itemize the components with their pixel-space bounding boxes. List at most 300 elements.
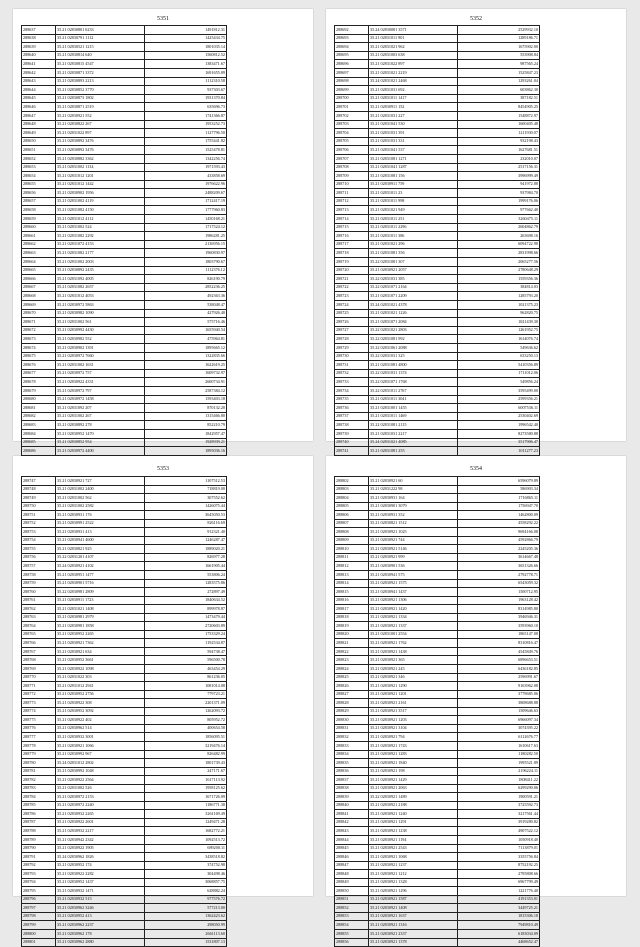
- cell-code: 35.21 02830931 413: [56, 528, 145, 537]
- cell-id: 288667: [22, 283, 56, 292]
- table-row: [335, 750, 540, 759]
- cell-amount: 1661905.44: [145, 562, 227, 571]
- cell-id: 288714: [335, 215, 369, 224]
- cell-id: 288783: [22, 784, 56, 793]
- cell-code: 35.21 02831021 962: [369, 43, 458, 52]
- table-row: [335, 477, 540, 486]
- cell-id: 288699: [335, 86, 369, 95]
- table-row: [335, 111, 540, 120]
- cell-amount: 1622619.25: [145, 361, 227, 370]
- cell-amount: 1021375.23: [458, 301, 540, 310]
- table-row: [335, 588, 540, 597]
- cell-amount: 861236.05: [145, 673, 227, 682]
- cell-id: 288787: [22, 818, 56, 827]
- cell-amount: 1815306.18: [458, 912, 540, 921]
- table-row: [335, 690, 540, 699]
- cell-code: 35.21 02830981 2979: [56, 613, 145, 622]
- cell-id: 288811: [335, 553, 369, 562]
- cell-amount: 2488209.67: [145, 189, 227, 198]
- cell-code: 35.21 02831082 4150: [56, 206, 145, 215]
- cell-amount: 1671726.09: [145, 793, 227, 802]
- cell-code: 35.21 02830902 1391: [56, 343, 145, 352]
- cell-amount: 937303.67: [145, 86, 227, 95]
- cell-code: 35.21 02830921 1290: [369, 682, 458, 691]
- cell-amount: 1342256.74: [145, 154, 227, 163]
- cell-amount: 1803790.67: [145, 258, 227, 267]
- cell-id: 288711: [335, 189, 369, 198]
- cell-amount: 932198.43: [458, 137, 540, 146]
- cell-id: 288674: [22, 343, 56, 352]
- cell-amount: 8273580.88: [458, 429, 540, 438]
- cell-amount: 427926.40: [145, 309, 227, 318]
- cell-amount: 826116.69: [145, 519, 227, 528]
- table-row: [22, 494, 227, 503]
- table-row: [335, 404, 540, 413]
- cell-code: 35.21 02831002 4119: [56, 197, 145, 206]
- cell-id: 288685: [22, 438, 56, 447]
- table-row: [335, 605, 540, 614]
- table-row: [335, 776, 540, 785]
- cell-amount: 4545849.76: [458, 647, 540, 656]
- table-row: [335, 335, 540, 344]
- table-row: [22, 630, 227, 639]
- cell-code: 35.21 02831002 1631: [56, 361, 145, 370]
- cell-code: 35.24 02830962 1826: [56, 853, 145, 862]
- cell-id: 288639: [22, 43, 56, 52]
- cell-code: 35.21 02831021 296: [369, 240, 458, 249]
- table-row: [22, 536, 227, 545]
- cell-amount: 1627681.51: [458, 146, 540, 155]
- cell-id: 288850: [335, 887, 369, 896]
- table-row: [335, 258, 540, 267]
- cell-amount: 3260475.11: [458, 215, 540, 224]
- cell-amount: 899978.87: [145, 605, 227, 614]
- cell-amount: 2720603.89: [145, 622, 227, 631]
- cell-code: 35.24 02831021 4378: [369, 301, 458, 310]
- table-row: [335, 793, 540, 802]
- cell-amount: 826482.99: [145, 750, 227, 759]
- cell-code: 35.21 02831222 98: [369, 485, 458, 494]
- cell-id: 288813: [335, 571, 369, 580]
- cell-id: 288853: [335, 912, 369, 921]
- cell-amount: 3068857.75: [145, 878, 227, 887]
- page-sheet-1: [13, 9, 313, 453]
- cell-code: 35.21 02830901 536: [369, 562, 458, 571]
- table-row: [335, 682, 540, 691]
- cell-amount: 3946946.31: [458, 613, 540, 622]
- cell-amount: 8454905.25: [458, 103, 540, 112]
- cell-code: 35.21 02830982 1090: [56, 309, 145, 318]
- cell-amount: 4468652.47: [458, 938, 540, 947]
- cell-code: 35.21 02830852 3770: [56, 86, 145, 95]
- cell-amount: 3217561.44: [458, 810, 540, 819]
- table-row: [22, 412, 227, 421]
- cell-amount: 628882.24: [145, 887, 227, 896]
- table-row: [22, 613, 227, 622]
- cell-id: 288753: [22, 528, 56, 537]
- cell-id: 288648: [22, 120, 56, 129]
- table-row: [22, 656, 227, 665]
- cell-amount: 2661113.60: [145, 929, 227, 938]
- cell-code: 35.21 02830871 3372: [56, 68, 145, 77]
- cell-code: 35.21 02831031 391: [369, 129, 458, 138]
- cell-code: 35.21 02831022 303: [56, 673, 145, 682]
- cell-code: 35.21 02831011 901: [369, 34, 458, 43]
- data-table: [21, 476, 227, 947]
- table-row: [335, 103, 540, 112]
- cell-id: 288780: [22, 759, 56, 768]
- table-row: [22, 545, 227, 554]
- cell-id: 288678: [22, 378, 56, 387]
- table-row: [22, 438, 227, 447]
- cell-amount: 1500712.95: [458, 588, 540, 597]
- cell-id: 288710: [335, 180, 369, 189]
- table-row: [335, 827, 540, 836]
- table-row: [335, 215, 540, 224]
- cell-code: 35.21 02830882 3362: [56, 154, 145, 163]
- cell-amount: 1600405.48: [458, 120, 540, 129]
- cell-code: 35.21 02831011 3041: [369, 395, 458, 404]
- table-row: [22, 921, 227, 930]
- cell-amount: 633250.13: [458, 352, 540, 361]
- cell-amount: 1509646.63: [458, 707, 540, 716]
- cell-code: 35.21 02830921 727: [56, 477, 145, 486]
- cell-id: 288680: [22, 395, 56, 404]
- cell-code: 35.21 02831082 2292: [56, 232, 145, 241]
- table-row: [335, 240, 540, 249]
- cell-id: 288708: [335, 163, 369, 172]
- cell-amount: 4592866.79: [458, 536, 540, 545]
- cell-code: 35.21 02830815 4547: [56, 60, 145, 69]
- cell-amount: 1426075.44: [145, 502, 227, 511]
- cell-amount: 1548872.97: [458, 111, 540, 120]
- cell-amount: 6094722.98: [458, 240, 540, 249]
- cell-code: 35.21 02830921 1337: [369, 622, 458, 631]
- cell-code: 35.21 02830901 3079: [369, 502, 458, 511]
- table-row: [335, 767, 540, 776]
- cell-id: 288855: [335, 929, 369, 938]
- table-row: [22, 938, 227, 947]
- cell-amount: 1107512.53: [145, 477, 227, 486]
- table-row: [22, 154, 227, 163]
- cell-amount: 2136956.15: [145, 240, 227, 249]
- cell-amount: 1777960.83: [145, 206, 227, 215]
- table-row: [22, 750, 227, 759]
- cell-code: 35.21 02831082 2657: [56, 283, 145, 292]
- cell-id: 288661: [22, 232, 56, 241]
- cell-amount: 1971593.43: [145, 163, 227, 172]
- table-row: [22, 477, 227, 486]
- table-row: [22, 361, 227, 370]
- cell-id: 288770: [22, 673, 56, 682]
- cell-code: 35.21 02830822 267: [56, 120, 145, 129]
- cell-code: 35.21 02830932 1471: [56, 887, 145, 896]
- cell-code: 35.21 02830972 2240: [56, 801, 145, 810]
- cell-code: 35.21 02830951 1477: [56, 571, 145, 580]
- cell-id: 288717: [335, 240, 369, 249]
- cell-id: 288739: [335, 429, 369, 438]
- table-row: [22, 86, 227, 95]
- cell-id: 288817: [335, 605, 369, 614]
- cell-code: 35.21 02830921 2057: [369, 266, 458, 275]
- cell-amount: 1711012.06: [458, 369, 540, 378]
- cell-code: 35.24 02831021 2468: [369, 77, 458, 86]
- table-row: [22, 690, 227, 699]
- table-row: [22, 887, 227, 896]
- table-row: [22, 283, 227, 292]
- cell-amount: 2600734.91: [145, 378, 227, 387]
- table-row: [335, 275, 540, 284]
- cell-amount: 1691655.09: [145, 68, 227, 77]
- cell-code: 35.21 02830922 308: [56, 699, 145, 708]
- cell-id: 288833: [335, 741, 369, 750]
- cell-code: 35.21 02830972 2153: [56, 793, 145, 802]
- cell-code: 35.22 02831201 4107: [56, 553, 145, 562]
- cell-id: 288828: [335, 699, 369, 708]
- cell-id: 288763: [22, 613, 56, 622]
- cell-amount: 689200.11: [145, 844, 227, 853]
- table-row: [335, 878, 540, 887]
- cell-code: 35.21 02830922 4331: [56, 378, 145, 387]
- cell-id: 288821: [335, 639, 369, 648]
- cell-amount: 1285793.20: [458, 292, 540, 301]
- table-row: [22, 605, 227, 614]
- cell-code: 35.21 02831021 949: [369, 206, 458, 215]
- table-row: [22, 120, 227, 129]
- cell-amount: 1081014.08: [145, 682, 227, 691]
- table-row: [335, 318, 540, 327]
- cell-code: 35.24 02830081 3571: [369, 26, 458, 35]
- cell-code: 35.21 02830921 1334: [369, 613, 458, 622]
- table-row: [22, 197, 227, 206]
- cell-amount: 1842957.47: [145, 429, 227, 438]
- cell-id: 288637: [22, 26, 56, 35]
- table-row: [335, 60, 540, 69]
- cell-code: 35.21 02831012 1201: [56, 172, 145, 181]
- cell-code: 35.21 02830921 2543: [369, 844, 458, 853]
- cell-id: 288748: [22, 485, 56, 494]
- cell-code: 35.21 02830952 2756: [56, 690, 145, 699]
- cell-amount: 2831998.66: [458, 249, 540, 258]
- table-row: [22, 258, 227, 267]
- cell-code: 35.21 02830852 954: [56, 438, 145, 447]
- table-row: [335, 870, 540, 879]
- cell-code: 35.21 02830921 1429: [369, 776, 458, 785]
- cell-amount: 596500.78: [145, 656, 227, 665]
- cell-code: 35.21 02830941 4600: [56, 536, 145, 545]
- cell-amount: 718819.00: [145, 485, 227, 494]
- cell-code: 35.21 02830941 575: [369, 571, 458, 580]
- cell-id: 288824: [335, 665, 369, 674]
- cell-amount: 8310816.47: [458, 639, 540, 648]
- cell-code: 35.21 02830821 1512: [369, 519, 458, 528]
- cell-amount: 1221776.40: [458, 887, 540, 896]
- cell-id: 288676: [22, 361, 56, 370]
- cell-amount: 3725592.73: [458, 801, 540, 810]
- cell-amount: 2599356.21: [458, 395, 540, 404]
- table-row: [22, 206, 227, 215]
- table-row: [335, 665, 540, 674]
- cell-amount: 1808411.22: [458, 776, 540, 785]
- cell-id: 288761: [22, 596, 56, 605]
- cell-code: 35.21 02831002 267: [56, 412, 145, 421]
- cell-code: 35.21 02830921 1240: [369, 810, 458, 819]
- cell-code: 35.24 02831012 2802: [56, 759, 145, 768]
- cell-id: 288846: [335, 853, 369, 862]
- cell-code: 35.21 02830921 1637: [369, 912, 458, 921]
- data-table: [21, 25, 227, 499]
- cell-amount: 1960830.97: [145, 249, 227, 258]
- cell-id: 288826: [335, 682, 369, 691]
- cell-id: 288825: [335, 673, 369, 682]
- cell-id: 288727: [335, 326, 369, 335]
- table-row: [335, 938, 540, 947]
- table-row: [22, 343, 227, 352]
- cell-code: 35.21 02830972 757: [56, 369, 145, 378]
- cell-id: 288786: [22, 810, 56, 819]
- table-row: [335, 51, 540, 60]
- cell-amount: 1192534.87: [145, 639, 227, 648]
- table-row: [335, 301, 540, 310]
- table-row: [22, 596, 227, 605]
- table-row: [22, 223, 227, 232]
- table-row: [335, 741, 540, 750]
- cell-amount: 1801739.43: [145, 759, 227, 768]
- cell-amount: 1712417.19: [145, 197, 227, 206]
- table-row: [22, 421, 227, 430]
- cell-amount: 263698.16: [458, 232, 540, 241]
- cell-id: 288772: [22, 690, 56, 699]
- cell-amount: 1249471.28: [145, 818, 227, 827]
- cell-amount: 1531807.13: [145, 938, 227, 947]
- cell-amount: 2201371.09: [145, 699, 227, 708]
- cell-id: 288762: [22, 605, 56, 614]
- table-row: [22, 511, 227, 520]
- cell-id: 288757: [22, 562, 56, 571]
- cell-id: 288705: [335, 137, 369, 146]
- cell-code: 35.21 02830921 1296: [369, 887, 458, 896]
- cell-id: 288755: [22, 545, 56, 554]
- cell-code: 35.21 02831041 537: [369, 146, 458, 155]
- cell-code: 35.22 02831011 2767: [369, 386, 458, 395]
- cell-amount: 1011277.23: [458, 447, 540, 456]
- cell-id: 288728: [335, 335, 369, 344]
- cell-id: 288646: [22, 103, 56, 112]
- cell-code: 35.21 02830921 1378: [369, 938, 458, 947]
- cell-code: 35.21 02830972 797: [56, 386, 145, 395]
- cell-id: 288719: [335, 258, 369, 267]
- cell-code: 35.21 02830932 3001: [56, 733, 145, 742]
- cell-id: 288640: [22, 51, 56, 60]
- cell-code: 35.21 02830922 402: [56, 716, 145, 725]
- table-row: [335, 562, 540, 571]
- cell-amount: 1180282.50: [458, 750, 540, 759]
- cell-amount: 9163962.08: [458, 682, 540, 691]
- cell-id: 288730: [335, 352, 369, 361]
- table-row: [335, 818, 540, 827]
- table-row: [22, 60, 227, 69]
- cell-amount: 3919280.82: [458, 818, 540, 827]
- cell-code: 35.21 02831082 2177: [56, 249, 145, 258]
- cell-code: 35.21 02830921 60: [369, 477, 458, 486]
- table-row: [335, 835, 540, 844]
- cell-amount: 987565.24: [458, 60, 540, 69]
- table-row: [22, 639, 227, 648]
- table-row: [335, 378, 540, 387]
- cell-id: 288840: [335, 801, 369, 810]
- cell-amount: 2196224.11: [458, 767, 540, 776]
- table-row: [335, 395, 540, 404]
- cell-amount: 475964.81: [145, 335, 227, 344]
- cell-code: 35.21 02831002 524: [56, 223, 145, 232]
- table-row: [335, 146, 540, 155]
- table-row: [22, 776, 227, 785]
- table-row: [22, 395, 227, 404]
- cell-id: 288671: [22, 318, 56, 327]
- cell-amount: 1928939.21: [145, 438, 227, 447]
- table-row: [22, 26, 227, 35]
- table-row: [22, 784, 227, 793]
- table-row: [335, 904, 540, 913]
- cell-amount: 1186771.38: [145, 801, 227, 810]
- cell-amount: 4907522.12: [458, 827, 540, 836]
- cell-code: 35.21 02831031 692: [369, 86, 458, 95]
- table-row: [22, 519, 227, 528]
- cell-id: 288654: [22, 172, 56, 181]
- cell-code: 35.21 02831031 2217: [369, 429, 458, 438]
- cell-code: 35.21 02830921 1575: [369, 579, 458, 588]
- cell-id: 288767: [22, 647, 56, 656]
- cell-amount: 4191353.01: [458, 895, 540, 904]
- cell-id: 288660: [22, 223, 56, 232]
- cell-amount: 5410356.89: [458, 361, 540, 370]
- table-row: [22, 733, 227, 742]
- cell-amount: 2780648.29: [458, 266, 540, 275]
- table-row: [335, 673, 540, 682]
- cell-amount: 586903.34: [458, 485, 540, 494]
- cell-id: 288816: [335, 596, 369, 605]
- table-row: [335, 129, 540, 138]
- cell-code: 35.24 02830921 4102: [56, 562, 145, 571]
- table-row: [22, 318, 227, 327]
- cell-code: 35.21 02830921 1212: [369, 870, 458, 879]
- table-row: [22, 232, 227, 241]
- cell-id: 288771: [22, 682, 56, 691]
- table-row: [335, 853, 540, 862]
- cell-amount: 1614076.74: [458, 335, 540, 344]
- cell-id: 288725: [335, 309, 369, 318]
- cell-id: 288802: [335, 477, 369, 486]
- page-sheet-3: [13, 456, 313, 945]
- cell-id: 288795: [22, 887, 56, 896]
- table-row: [22, 741, 227, 750]
- cell-id: 288729: [335, 343, 369, 352]
- table-row: [335, 26, 540, 35]
- cell-id: 288695: [335, 51, 369, 60]
- cell-id: 288847: [335, 861, 369, 870]
- cell-code: 35.21 02831071 2209: [369, 292, 458, 301]
- table-row: [22, 352, 227, 361]
- cell-amount: 463454.29: [145, 665, 227, 674]
- cell-id: 288669: [22, 301, 56, 310]
- cell-code: 35.21 02830921 1420: [369, 605, 458, 614]
- cell-amount: 1617113.92: [145, 776, 227, 785]
- cell-id: 288791: [22, 853, 56, 862]
- table-row: [335, 421, 540, 430]
- cell-id: 288670: [22, 309, 56, 318]
- cell-id: 288775: [22, 716, 56, 725]
- page-sheet-2: [326, 9, 626, 453]
